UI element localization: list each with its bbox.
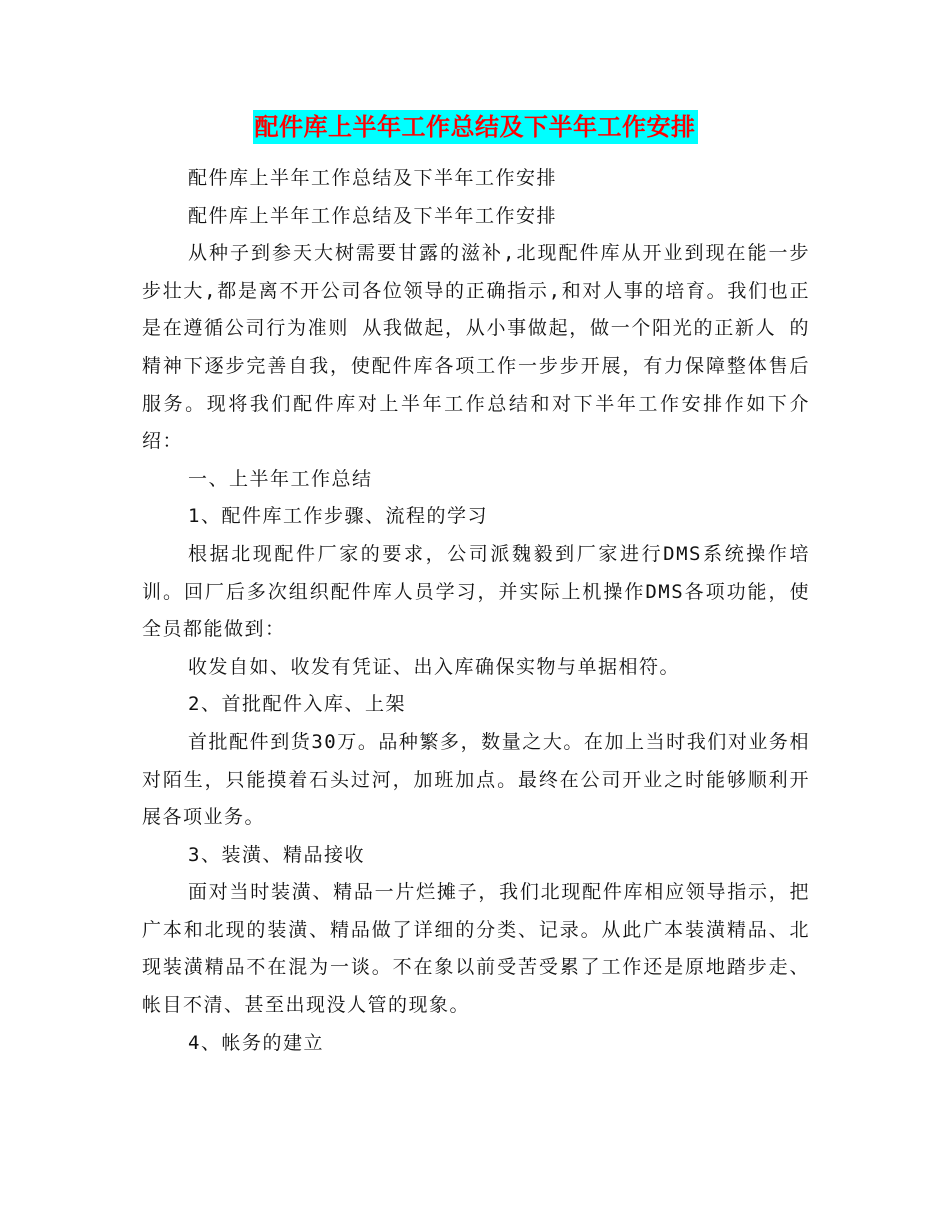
title-container: [0, 110, 950, 144]
paragraph: 首批配件到货30万。品种繁多，数量之大。在加上当时我们对业务相对陌生，只能摸着石头过河，加班加点。最终在公司开业之时能够顺利开展各项业务。: [142, 730, 810, 829]
subsection-heading: 1、配件库工作步骤、流程的学习: [188, 505, 488, 528]
document-body: [142, 160, 810, 1062]
paragraph: 从种子到参天大树需要甘露的滋补,北现配件库从开业到现在能一步步壮大,都是离不开公司各位领导的正确指示,和对人事的培育。我们也正是在遵循公司行为准则 从我做起，从小事做起，做一个阳光的正新人 的精神下逐步完善自我，使配件库各项工作一步步开展，有力保障整体售后服务。现将我们配件库对上半年工作总结和对下半年工作安排作如下介绍：: [142, 242, 810, 453]
paragraph: 收发自如、收发有凭证、出入库确保实物与单据相符。: [188, 655, 681, 678]
paragraph: 配件库上半年工作总结及下半年工作安排: [188, 204, 558, 227]
paragraph: 面对当时装潢、精品一片烂摊子，我们北现配件库相应领导指示，把广本和北现的装潢、精品做了详细的分类、记录。从此广本装潢精品、北现装潢精品不在混为一谈。不在象以前受苦受累了工作还是原地踏步走、帐目不清、甚至出现没人管的现象。: [142, 881, 810, 1017]
section-heading: 一、上半年工作总结: [188, 467, 373, 490]
document-title: 配件库上半年工作总结及下半年工作安排: [253, 110, 698, 144]
paragraph: 配件库上半年工作总结及下半年工作安排: [188, 167, 558, 189]
subsection-heading: 2、首批配件入库、上架: [188, 693, 406, 716]
subsection-heading: 4、帐务的建立: [188, 1031, 324, 1054]
subsection-heading: 3、装潢、精品接收: [188, 843, 365, 866]
paragraph: 根据北现配件厂家的要求，公司派魏毅到厂家进行DMS系统操作培训。回厂后多次组织配件库人员学习，并实际上机操作DMS各项功能，使全员都能做到：: [142, 542, 810, 641]
